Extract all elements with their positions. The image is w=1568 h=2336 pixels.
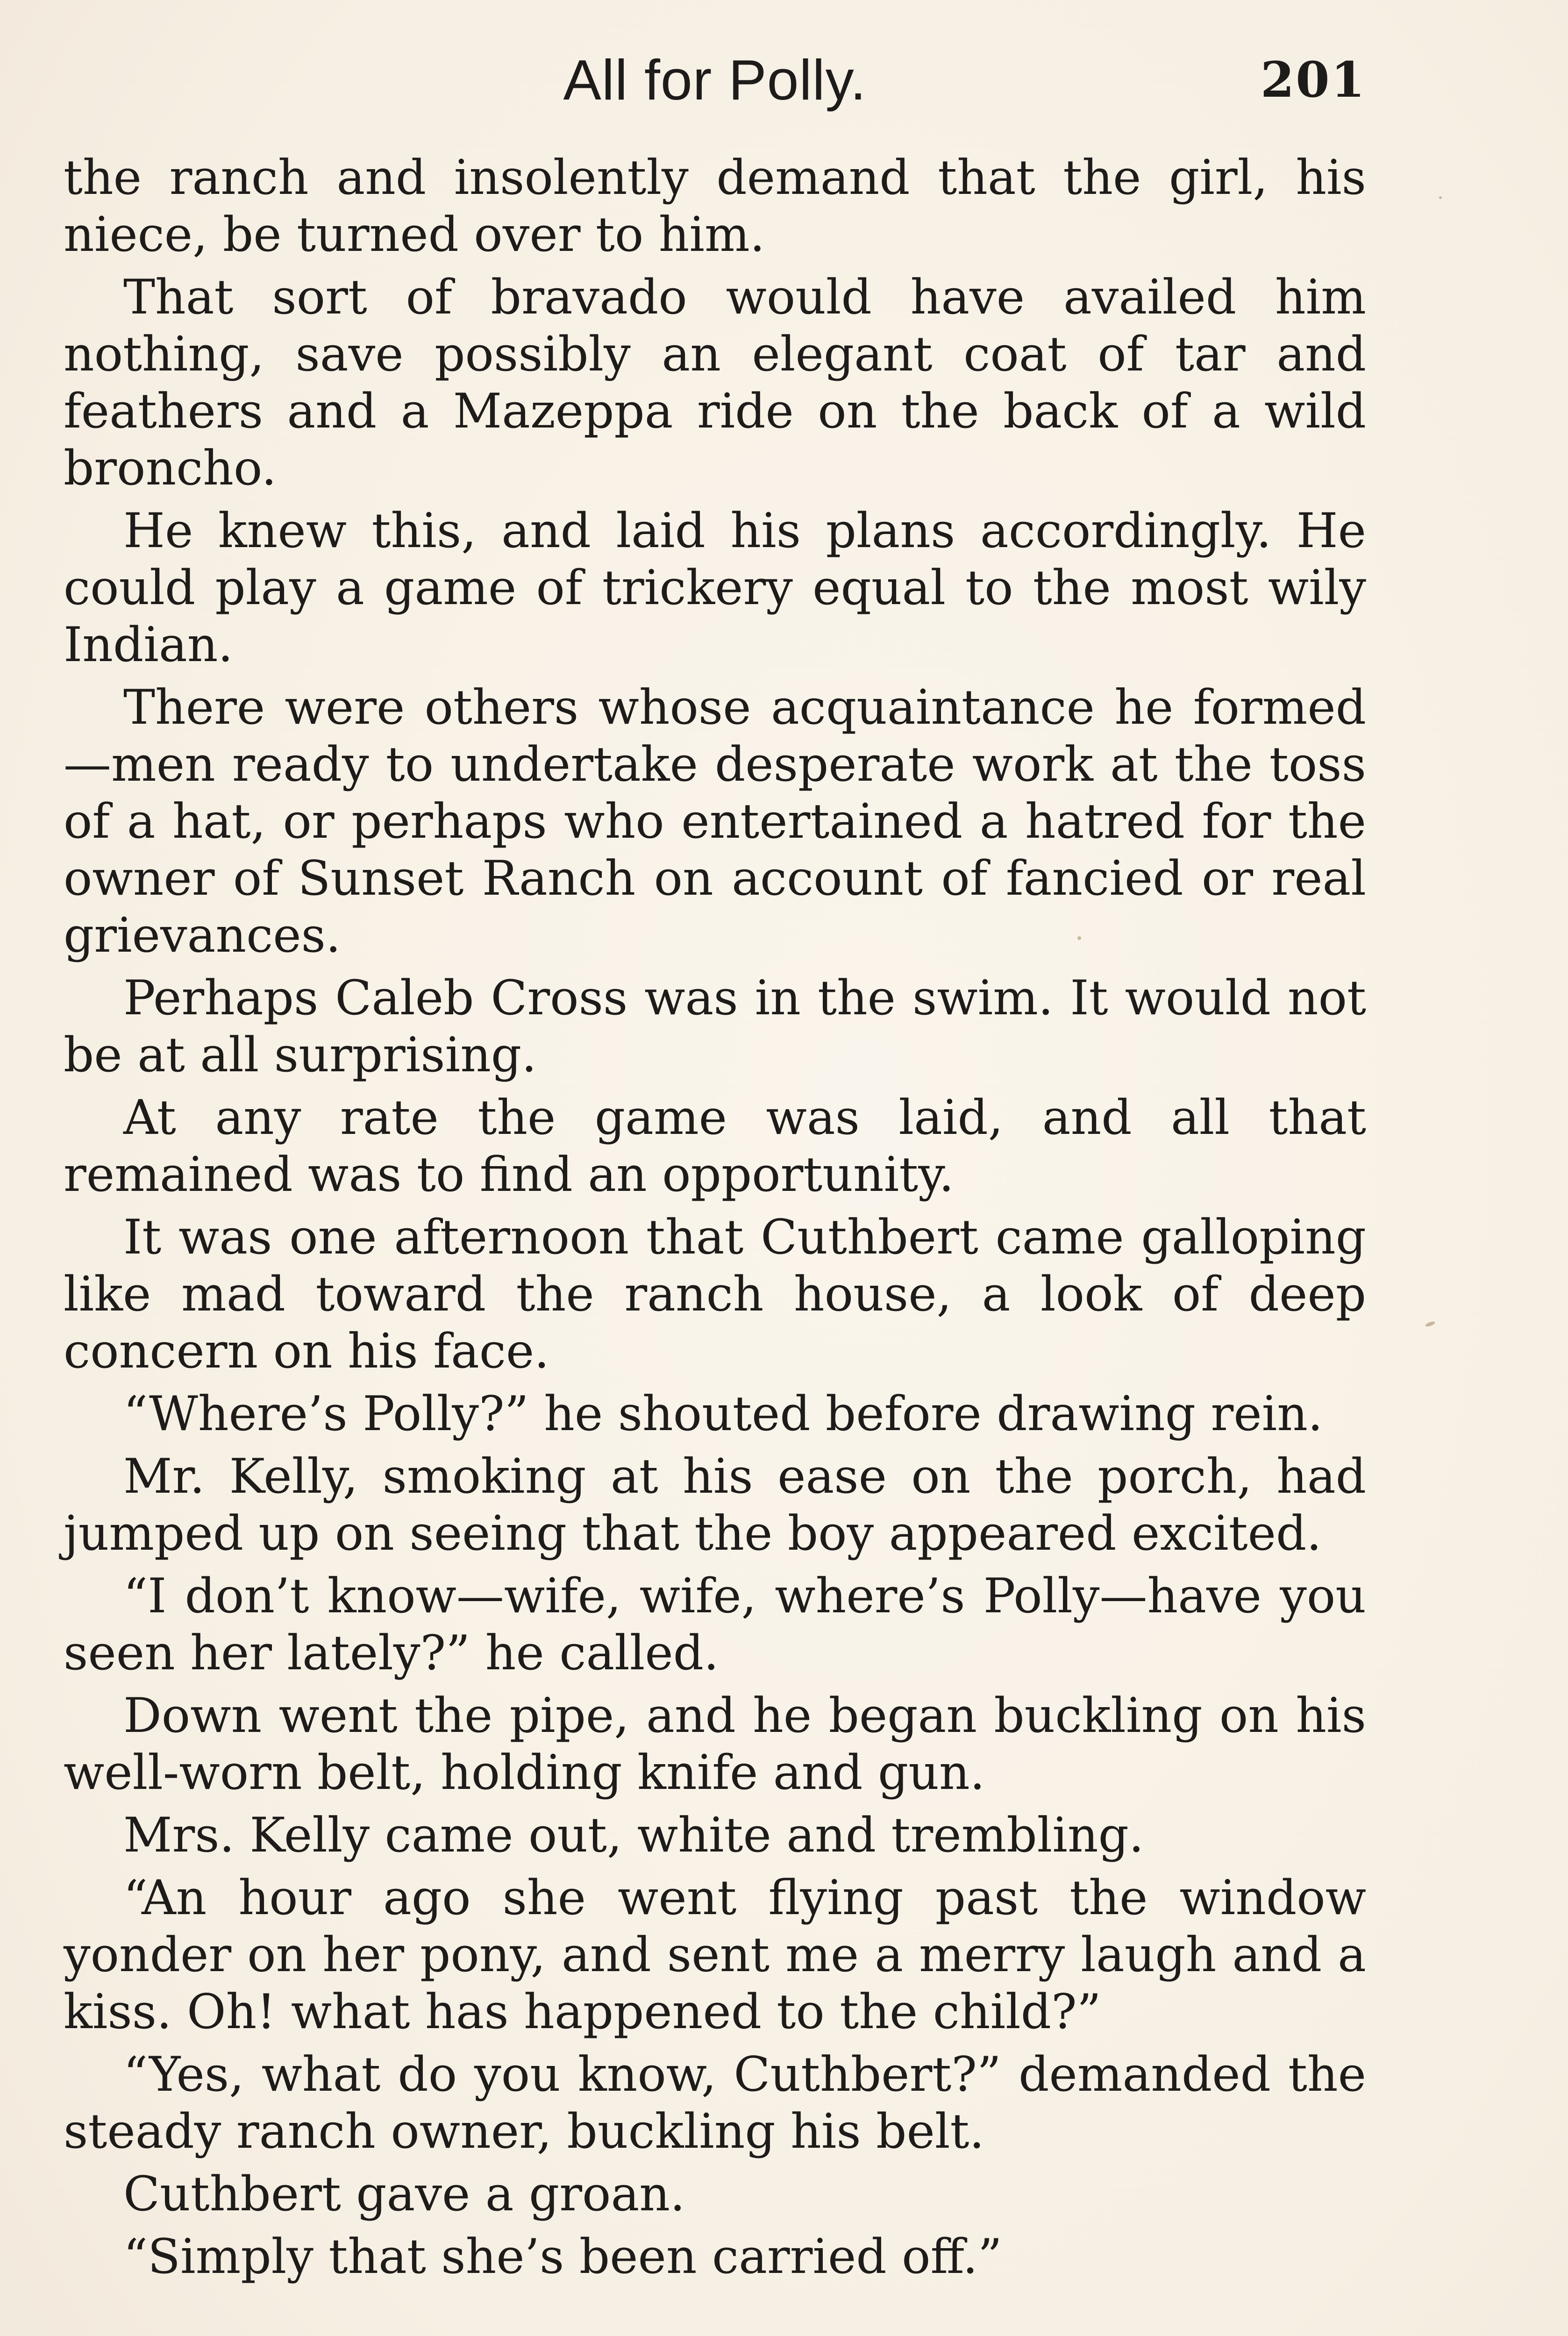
paragraph: “An hour ago she went flying past the window yonder on her pony, and sent me a merry laugh and a kiss. Oh! what has happened to the child?” (64, 1870, 1366, 2040)
paragraph: Mrs. Kelly came out, white and trembling. (123, 1808, 1144, 1863)
paragraph: Mr. Kelly, smoking at his ease on the porch, had jumped up on seeing that the boy appeared excited. (64, 1449, 1366, 1561)
paragraph: Cuthbert gave a groan. (123, 2166, 685, 2222)
paragraph: “I don’t know—wife, wife, where’s Polly—have you seen her lately?” he called. (64, 1568, 1366, 1681)
paragraph: Perhaps Caleb Cross was in the swim. It would not be at all surprising. (64, 970, 1366, 1083)
paragraph: It was one afternoon that Cuthbert came galloping like mad toward the ranch house, a look of deep concern on his face. (64, 1210, 1366, 1379)
paragraph: There were others whose acquaintance he formed —men ready to undertake desperate work at the toss of a hat, or perhaps who entertained a hatred for the owner of Sunset Ranch on account of fancied or real grievances. (64, 680, 1366, 963)
paper-speck (1439, 196, 1442, 199)
body-text (64, 150, 1366, 2291)
paragraph: “Simply that she’s been carried off.” (123, 2229, 1002, 2285)
paragraph: He knew this, and laid his plans accordingly. He could play a game of trickery equal to the most wily Indian. (64, 503, 1366, 673)
paragraph: At any rate the game was laid, and all that remained was to find an opportunity. (64, 1090, 1366, 1203)
paragraph: “Where’s Polly?” he shouted before drawing rein. (123, 1386, 1323, 1442)
paragraph: That sort of bravado would have availed him nothing, save possibly an elegant coat of tar and feathers and a Mazeppa ride on the back of a wild broncho. (64, 270, 1366, 496)
paragraph: the ranch and insolently demand that the girl, his niece, be turned over to him. (64, 150, 1366, 263)
running-head (64, 45, 1366, 115)
paragraph: Down went the pipe, and he began buckling on his well-worn belt, holding knife and gun. (64, 1688, 1366, 1801)
running-title: All for Polly. (563, 48, 867, 112)
paper-speck (1077, 936, 1081, 940)
page-number: 201 (1260, 51, 1366, 108)
paper-speck (1425, 1320, 1435, 1327)
paragraph: “Yes, what do you know, Cuthbert?” demanded the steady ranch owner, buckling his belt. (64, 2047, 1366, 2159)
